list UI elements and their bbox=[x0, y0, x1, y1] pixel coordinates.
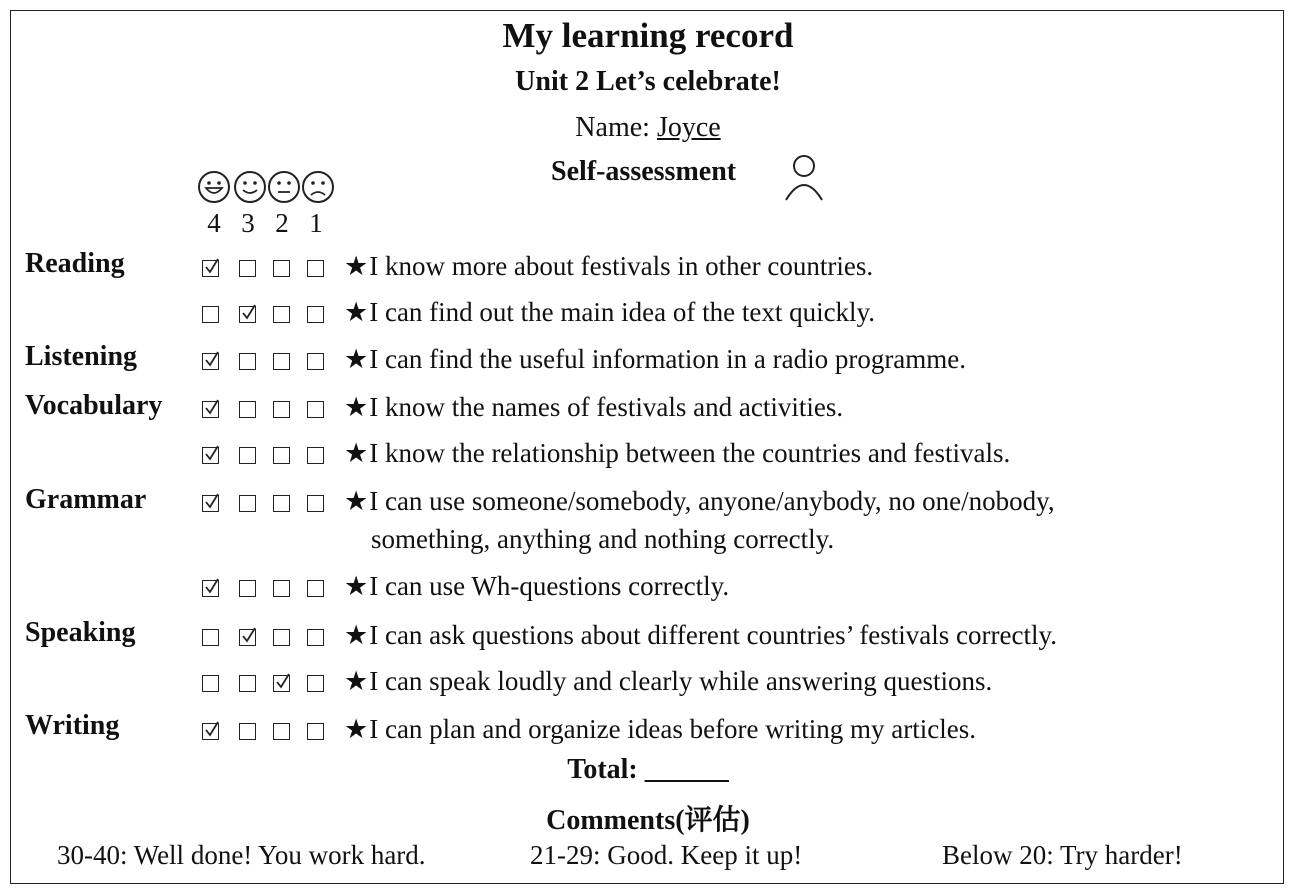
check-mark-icon bbox=[204, 577, 220, 595]
star-icon: ★ bbox=[344, 251, 369, 281]
rating-checkbox-4[interactable] bbox=[202, 353, 219, 370]
star-icon: ★ bbox=[344, 714, 369, 744]
sad-face-icon bbox=[301, 170, 335, 204]
rating-checkbox-4[interactable] bbox=[202, 447, 219, 464]
star-icon: ★ bbox=[344, 344, 369, 374]
rating-checkbox-4[interactable] bbox=[202, 495, 219, 512]
rating-checkbox-2[interactable] bbox=[273, 629, 290, 646]
statement-text bbox=[344, 433, 1010, 473]
statement-text bbox=[344, 709, 976, 749]
check-mark-icon bbox=[204, 444, 220, 462]
name-value: Joyce bbox=[656, 112, 721, 143]
statement-text bbox=[344, 661, 992, 701]
statement-label: I know the names of festivals and activities. bbox=[369, 392, 844, 422]
category-listening: Listening bbox=[25, 341, 138, 372]
star-icon: ★ bbox=[344, 666, 369, 696]
rating-checkbox-4[interactable] bbox=[202, 401, 219, 418]
statement-text bbox=[344, 615, 1057, 655]
scoring-high: 30-40: Well done! You work hard. bbox=[57, 840, 426, 870]
statement-text bbox=[344, 292, 875, 332]
page-title: My learning record bbox=[502, 16, 794, 55]
star-icon: ★ bbox=[344, 571, 369, 601]
rating-checkbox-1[interactable] bbox=[307, 260, 324, 277]
scale-value-4: 4 bbox=[207, 208, 221, 238]
statement-label: I can use Wh-questions correctly. bbox=[369, 571, 730, 601]
rating-checkbox-3[interactable] bbox=[239, 675, 256, 692]
check-mark-icon bbox=[204, 257, 220, 275]
category-speaking: Speaking bbox=[25, 617, 136, 648]
rating-checkbox-4[interactable] bbox=[202, 260, 219, 277]
rating-checkbox-2[interactable] bbox=[273, 495, 290, 512]
scale-value-2: 2 bbox=[275, 208, 289, 238]
statement-text bbox=[344, 566, 729, 606]
star-icon: ★ bbox=[344, 438, 369, 468]
rating-checkbox-3[interactable] bbox=[239, 353, 256, 370]
statement-label: I can ask questions about different countries’ festivals correctly. bbox=[369, 620, 1057, 650]
rating-checkbox-2[interactable] bbox=[273, 675, 290, 692]
statement-text bbox=[344, 481, 1055, 521]
scoring-low: Below 20: Try harder! bbox=[942, 840, 1183, 870]
rating-checkbox-2[interactable] bbox=[273, 447, 290, 464]
rating-checkbox-3[interactable] bbox=[239, 723, 256, 740]
statement-text bbox=[344, 339, 966, 379]
statement-label: I can plan and organize ideas before writing my articles. bbox=[369, 714, 976, 744]
rating-checkbox-4[interactable] bbox=[202, 629, 219, 646]
neutral-face-icon bbox=[267, 170, 301, 204]
scale-value-1: 1 bbox=[309, 208, 323, 238]
rating-checkbox-4[interactable] bbox=[202, 306, 219, 323]
star-icon: ★ bbox=[344, 486, 369, 516]
category-reading: Reading bbox=[25, 248, 125, 279]
rating-checkbox-1[interactable] bbox=[307, 401, 324, 418]
self-assessment-heading: Self-assessment bbox=[551, 156, 737, 187]
rating-checkbox-4[interactable] bbox=[202, 723, 219, 740]
category-writing: Writing bbox=[25, 710, 120, 741]
statement-label: I can find out the main idea of the text quickly. bbox=[369, 297, 876, 327]
statement-label: I know the relationship between the countries and festivals. bbox=[369, 438, 1011, 468]
check-mark-icon bbox=[275, 672, 291, 690]
rating-checkbox-1[interactable] bbox=[307, 629, 324, 646]
rating-checkbox-3[interactable] bbox=[239, 580, 256, 597]
rating-checkbox-2[interactable] bbox=[273, 401, 290, 418]
rating-checkbox-3[interactable] bbox=[239, 447, 256, 464]
rating-checkbox-3[interactable] bbox=[239, 495, 256, 512]
category-grammar: Grammar bbox=[25, 484, 147, 515]
check-mark-icon bbox=[204, 350, 220, 368]
rating-checkbox-1[interactable] bbox=[307, 306, 324, 323]
total-line: Total: ______ bbox=[567, 754, 729, 785]
comments-heading: Comments(评估) bbox=[546, 805, 750, 836]
rating-checkbox-3[interactable] bbox=[239, 629, 256, 646]
grinning-face-icon bbox=[197, 170, 231, 204]
person-icon bbox=[782, 152, 826, 204]
smiling-face-icon bbox=[233, 170, 267, 204]
category-vocabulary: Vocabulary bbox=[25, 390, 163, 421]
star-icon: ★ bbox=[344, 620, 369, 650]
rating-checkbox-2[interactable] bbox=[273, 260, 290, 277]
star-icon: ★ bbox=[344, 392, 369, 422]
scale-value-3: 3 bbox=[241, 208, 255, 238]
check-mark-icon bbox=[241, 303, 257, 321]
rating-checkbox-3[interactable] bbox=[239, 306, 256, 323]
rating-checkbox-1[interactable] bbox=[307, 580, 324, 597]
check-mark-icon bbox=[241, 626, 257, 644]
unit-subtitle: Unit 2 Let’s celebrate! bbox=[515, 66, 781, 97]
rating-checkbox-2[interactable] bbox=[273, 353, 290, 370]
rating-checkbox-1[interactable] bbox=[307, 447, 324, 464]
rating-checkbox-1[interactable] bbox=[307, 675, 324, 692]
rating-checkbox-1[interactable] bbox=[307, 495, 324, 512]
name-line bbox=[0, 112, 1296, 144]
name-label: Name: bbox=[575, 112, 657, 143]
rating-checkbox-2[interactable] bbox=[273, 580, 290, 597]
rating-checkbox-1[interactable] bbox=[307, 723, 324, 740]
rating-checkbox-4[interactable] bbox=[202, 580, 219, 597]
check-mark-icon bbox=[204, 720, 220, 738]
statement-label: I can speak loudly and clearly while answering questions. bbox=[369, 666, 993, 696]
statement-label: I know more about festivals in other countries. bbox=[369, 251, 874, 281]
check-mark-icon bbox=[204, 398, 220, 416]
statement-label: I can use someone/somebody, anyone/anybody, no one/nobody, bbox=[369, 486, 1055, 516]
star-icon: ★ bbox=[344, 297, 369, 327]
statement-label: I can find the useful information in a radio programme. bbox=[369, 344, 967, 374]
scoring-mid: 21-29: Good. Keep it up! bbox=[530, 840, 803, 870]
statement-continuation: something, anything and nothing correctly. bbox=[371, 524, 835, 554]
rating-checkbox-3[interactable] bbox=[239, 260, 256, 277]
rating-checkbox-2[interactable] bbox=[273, 306, 290, 323]
rating-checkbox-4[interactable] bbox=[202, 675, 219, 692]
statement-text bbox=[344, 387, 843, 427]
statement-text bbox=[344, 246, 873, 286]
rating-checkbox-3[interactable] bbox=[239, 401, 256, 418]
check-mark-icon bbox=[204, 492, 220, 510]
rating-checkbox-2[interactable] bbox=[273, 723, 290, 740]
rating-checkbox-1[interactable] bbox=[307, 353, 324, 370]
